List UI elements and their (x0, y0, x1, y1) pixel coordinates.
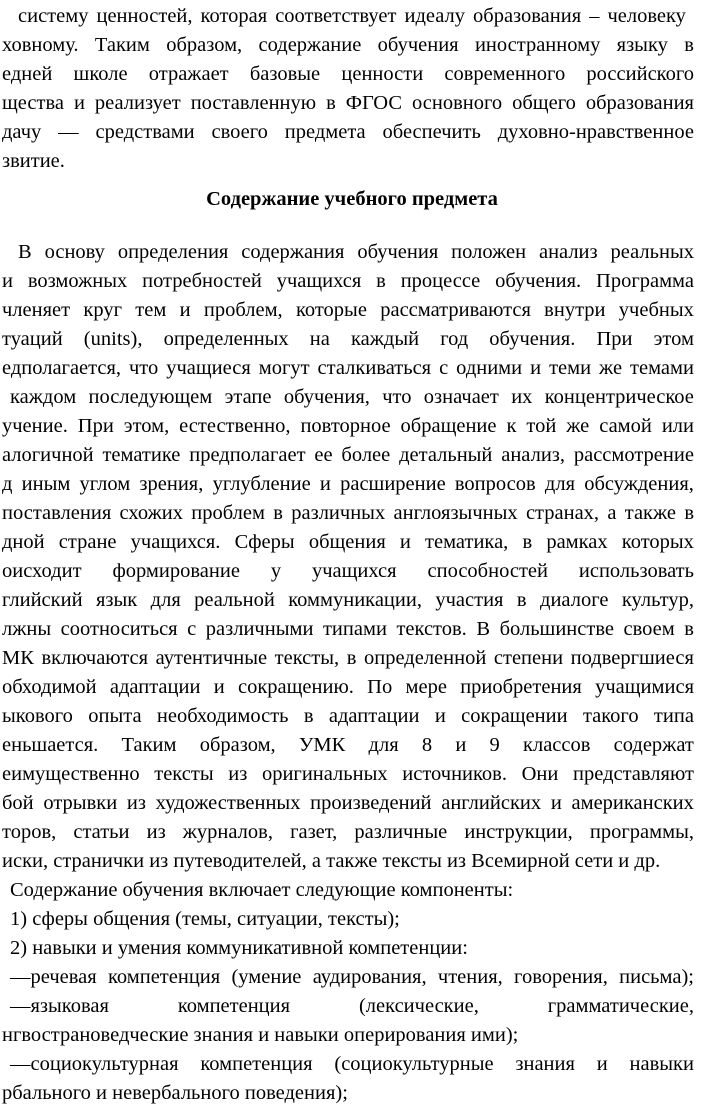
word: в (346, 647, 357, 669)
word: определенной (363, 647, 487, 669)
word: что (128, 357, 159, 379)
text-line (2, 118, 694, 147)
word: —речевая (10, 966, 97, 988)
word: классов (523, 734, 591, 756)
word: (умение (231, 966, 302, 988)
word: инструкции, (464, 821, 573, 843)
text-line: рбального и невербального поведения); (2, 1082, 348, 1104)
word: Сферы (234, 531, 295, 553)
word: Таким (94, 34, 150, 56)
word: текстов. (396, 618, 467, 640)
word: образования (585, 92, 694, 114)
word: адаптации (109, 676, 201, 698)
word: реальных (610, 241, 694, 263)
word: в (303, 705, 314, 727)
word: повторное (300, 415, 391, 437)
text-line (2, 528, 694, 557)
word: более (341, 444, 391, 466)
word: дной (2, 531, 45, 553)
word: компетенция (200, 1053, 313, 1075)
word: МК (2, 647, 34, 669)
word: образования (473, 5, 582, 27)
text-line: нгвострановедческие знания и навыки оперирования ими); (2, 1024, 519, 1046)
word: коммуникации, (288, 589, 422, 611)
word: необходимость (156, 705, 289, 727)
word: языку (616, 34, 668, 56)
word: сокращении (461, 705, 568, 727)
word: круг (83, 299, 122, 321)
word: этапе (224, 386, 272, 408)
word: и (596, 1053, 608, 1075)
word: естественно, (179, 415, 291, 437)
text-line (2, 760, 694, 789)
word: аутентичные (155, 647, 268, 669)
word: д (2, 473, 13, 495)
text-line (2, 499, 694, 528)
word: произведений (310, 792, 432, 814)
word: тем (135, 299, 167, 321)
text-line (2, 441, 694, 470)
word: и (73, 92, 85, 114)
text-line (2, 267, 694, 296)
word: которых (621, 531, 694, 553)
word: одними (456, 357, 523, 379)
word: этом (653, 328, 694, 350)
word: учение. (2, 415, 68, 437)
word: компетенция (177, 995, 291, 1017)
word: типа (653, 705, 694, 727)
word: глийский (2, 589, 83, 611)
word: и (399, 531, 411, 553)
word: статьи (73, 821, 130, 843)
word: или (661, 415, 694, 437)
word: последующем (88, 386, 213, 408)
word: —языковая (10, 995, 109, 1017)
word: рассматриваются (380, 299, 531, 321)
list-item (10, 1050, 694, 1079)
word: — (58, 121, 79, 143)
word: основу (44, 241, 105, 263)
word: ценности (341, 63, 424, 85)
word: для (150, 589, 181, 611)
word: тематика, (425, 531, 509, 553)
word: поставления (2, 502, 112, 524)
word: туаций (2, 328, 63, 350)
word: (лексические, (358, 995, 479, 1017)
word: торов, (2, 821, 57, 843)
word: различными (205, 618, 314, 640)
word: и (550, 792, 562, 814)
word: реализует (94, 92, 181, 114)
word: рамках (546, 531, 608, 553)
word: у (270, 560, 282, 582)
word: обращение (400, 415, 497, 437)
word: сокращению. (237, 676, 354, 698)
word: формирование (112, 560, 240, 582)
word: с (439, 357, 449, 379)
word: учащихся. (130, 531, 221, 553)
word: В (476, 618, 491, 640)
word: тематике (102, 444, 181, 466)
text-line (2, 731, 694, 760)
word: определения (117, 241, 229, 263)
word: их (511, 386, 533, 408)
word: обсуждения, (584, 473, 694, 495)
text-line (10, 383, 694, 412)
text-line (2, 412, 694, 441)
word: обучения, (283, 386, 370, 408)
word: приобретения (460, 676, 582, 698)
word: оригинальных (261, 763, 388, 785)
word: едполагается, (2, 357, 122, 379)
word: большинстве (499, 618, 614, 640)
word: включаются (41, 647, 149, 669)
word: на (309, 328, 330, 350)
word: обучения (357, 241, 439, 263)
text-line (2, 644, 694, 673)
word: проблем (191, 502, 265, 524)
word: каждом (10, 386, 77, 408)
text-line (2, 818, 694, 847)
word: аудирования, (312, 966, 427, 988)
word: язык (95, 589, 138, 611)
word: и (179, 299, 191, 321)
text-line (2, 557, 694, 586)
word: анализ (538, 241, 598, 263)
text-line (2, 586, 694, 615)
word: из (228, 763, 248, 785)
word: грамматические, (547, 995, 694, 1017)
word: оисходит (2, 560, 82, 582)
word: своем (623, 618, 675, 640)
word: к (506, 415, 517, 437)
word: вопросов (454, 473, 536, 495)
word: положен (451, 241, 527, 263)
word: внутри (544, 299, 606, 321)
word: человеку (607, 5, 686, 27)
list-item (10, 992, 694, 1021)
word: в (516, 589, 527, 611)
word: ховному. (2, 34, 79, 56)
word: из (146, 821, 166, 843)
word: определенных (163, 328, 289, 350)
word: знания (515, 1053, 575, 1075)
word: сталкиваться (317, 357, 432, 379)
word: реальной (194, 589, 275, 611)
word: проблем, (203, 299, 283, 321)
word: англоязычных (393, 502, 518, 524)
word: источников. (402, 763, 507, 785)
word: члeняет (2, 299, 71, 321)
word: концентрическое (544, 386, 694, 408)
word: соответствует (275, 5, 397, 27)
word: которая (200, 5, 268, 27)
word: в (326, 92, 336, 114)
word: ценностей, (96, 5, 193, 27)
list-item: 1) сферы общения (темы, ситуации, тексты); (10, 908, 400, 930)
word: поставленную (190, 92, 317, 114)
word: расширение (340, 473, 446, 495)
word: ФГОС (345, 92, 403, 114)
word: схожих (119, 502, 183, 524)
word: отражает (148, 63, 229, 85)
word: щества (2, 92, 64, 114)
word: образом, (199, 734, 276, 756)
word: английских (441, 792, 542, 814)
word: содержат (613, 734, 694, 756)
word: общего (512, 92, 576, 114)
word: использовать (578, 560, 694, 582)
word: для (368, 734, 399, 756)
word: Программа (596, 270, 694, 292)
word: своего (211, 121, 268, 143)
word: и (455, 734, 467, 756)
word: подвергшиеся (570, 647, 694, 669)
word: предполагает (189, 444, 306, 466)
word: еимущественно (2, 763, 140, 785)
word: тексты, (274, 647, 340, 669)
word: обучения (377, 34, 459, 56)
word: участия (435, 589, 504, 611)
word: стране (58, 531, 117, 553)
word: В (18, 241, 32, 263)
word: дачу (2, 121, 42, 143)
word: письма); (619, 966, 694, 988)
text-line: звитие. (2, 150, 65, 172)
word: и (319, 473, 331, 495)
word: степени (493, 647, 564, 669)
word: обучения. (489, 328, 576, 350)
word: базовые (249, 63, 321, 85)
word: и (530, 357, 542, 379)
word: навыки (629, 1053, 694, 1075)
word: программы, (589, 821, 694, 843)
word: опыта (88, 705, 142, 727)
word: зрения, (139, 473, 204, 495)
word: При (77, 415, 114, 437)
word: в (522, 531, 533, 553)
word: средствами (95, 121, 195, 143)
word: различных (291, 502, 386, 524)
word: основного (412, 92, 503, 114)
word: —социокультурная (10, 1053, 179, 1075)
word: учащимися (595, 676, 694, 698)
word: адаптации (328, 705, 420, 727)
word: Таким (121, 734, 177, 756)
word: 8 (421, 734, 433, 756)
section-heading: Содержание учебного предмета (206, 188, 498, 210)
word: систему (18, 5, 89, 27)
word: такого (582, 705, 639, 727)
word: содержания (241, 241, 345, 263)
list-item: 2) навыки и умения коммуникативной компетенции: (10, 937, 468, 959)
text-line (2, 673, 694, 702)
word: обучения. (495, 270, 582, 292)
word: говорения, (514, 966, 608, 988)
word: самой (599, 415, 652, 437)
word: газет, (290, 821, 338, 843)
word: соотноситься (60, 618, 178, 640)
word: с (187, 618, 197, 640)
word: обходимой (2, 676, 97, 698)
text-line (2, 296, 694, 325)
list-intro: Содержание обучения включает следующие компоненты: (10, 879, 514, 901)
word: что (382, 386, 412, 408)
word: (социокультурные (334, 1053, 494, 1075)
text-line (2, 31, 694, 60)
word: обеспечить (382, 121, 481, 143)
word: и (2, 270, 13, 292)
word: Они (521, 763, 559, 785)
word: иным (21, 473, 71, 495)
word: современного (444, 63, 566, 85)
word: а (607, 502, 617, 524)
word: бой (2, 792, 34, 814)
word: ыкового (2, 705, 73, 727)
word: углубление (212, 473, 311, 495)
word: же (566, 415, 590, 437)
word: могут (258, 357, 310, 379)
word: культур, (621, 589, 694, 611)
word: едней (2, 63, 53, 85)
text-line (2, 60, 694, 89)
word: американских (571, 792, 694, 814)
word: детальный (399, 444, 493, 466)
word: темами (630, 357, 694, 379)
word: которые (295, 299, 367, 321)
word: углом (79, 473, 131, 495)
text-line (2, 89, 694, 118)
word: УМК (298, 734, 346, 756)
word: год (440, 328, 469, 350)
word: способностей (427, 560, 548, 582)
word: в (273, 502, 283, 524)
text-line (2, 325, 694, 354)
word: в (684, 34, 694, 56)
word: общения (308, 531, 386, 553)
word: в (684, 502, 694, 524)
word: художественных (155, 792, 301, 814)
word: – (589, 5, 600, 27)
word: компетенция (107, 966, 221, 988)
word: школе (73, 63, 128, 85)
word: алогичной (2, 444, 94, 466)
word: российского (586, 63, 694, 85)
text-line: иски, странички из путеводителей, а также тексты из Всемирной сети и др. (2, 850, 661, 872)
text-line (2, 354, 694, 383)
word: и (434, 705, 446, 727)
word: иностранному (474, 34, 601, 56)
word: той (526, 415, 557, 437)
word: 9 (489, 734, 500, 756)
word: для (544, 473, 575, 495)
word: отрывки (43, 792, 118, 814)
word: же (599, 357, 623, 379)
word: чтения, (437, 966, 503, 988)
word: представляют (573, 763, 694, 785)
word: учащихся (311, 560, 397, 582)
word: странах, (525, 502, 600, 524)
word: тексты (154, 763, 214, 785)
word: ее (314, 444, 333, 466)
word: предмета (284, 121, 366, 143)
word: потребностей (142, 270, 262, 292)
text-line (18, 2, 686, 31)
word: возможных (27, 270, 128, 292)
text-line (2, 470, 694, 499)
word: теми (549, 357, 592, 379)
word: различные (354, 821, 448, 843)
word: При (596, 328, 633, 350)
word: журналов, (182, 821, 273, 843)
word: лжны (2, 618, 52, 640)
text-line (2, 702, 694, 731)
text-line (18, 238, 694, 267)
word: образом, (166, 34, 243, 56)
word: процессе (400, 270, 481, 292)
word: По (367, 676, 393, 698)
word: в (684, 618, 694, 640)
word: идеалу (404, 5, 465, 27)
word: этом, (123, 415, 170, 437)
word: диалоге (540, 589, 609, 611)
word: анализ, (501, 444, 566, 466)
word: (units), (83, 328, 143, 350)
word: и (213, 676, 225, 698)
word: означает (423, 386, 499, 408)
word: учащихся (276, 270, 362, 292)
list-item (10, 963, 694, 992)
word: из (126, 792, 146, 814)
word: каждый (350, 328, 420, 350)
word: учащиеся (166, 357, 251, 379)
word: учебных (618, 299, 694, 321)
word: мере (405, 676, 447, 698)
text-line (2, 615, 694, 644)
word: еньшается. (2, 734, 99, 756)
word: в (376, 270, 386, 292)
word: духовно-нравственное (497, 121, 694, 143)
text-line (2, 789, 694, 818)
word: типами (322, 618, 387, 640)
word: содержание (258, 34, 362, 56)
word: рассмотрение (573, 444, 694, 466)
word: также (624, 502, 677, 524)
